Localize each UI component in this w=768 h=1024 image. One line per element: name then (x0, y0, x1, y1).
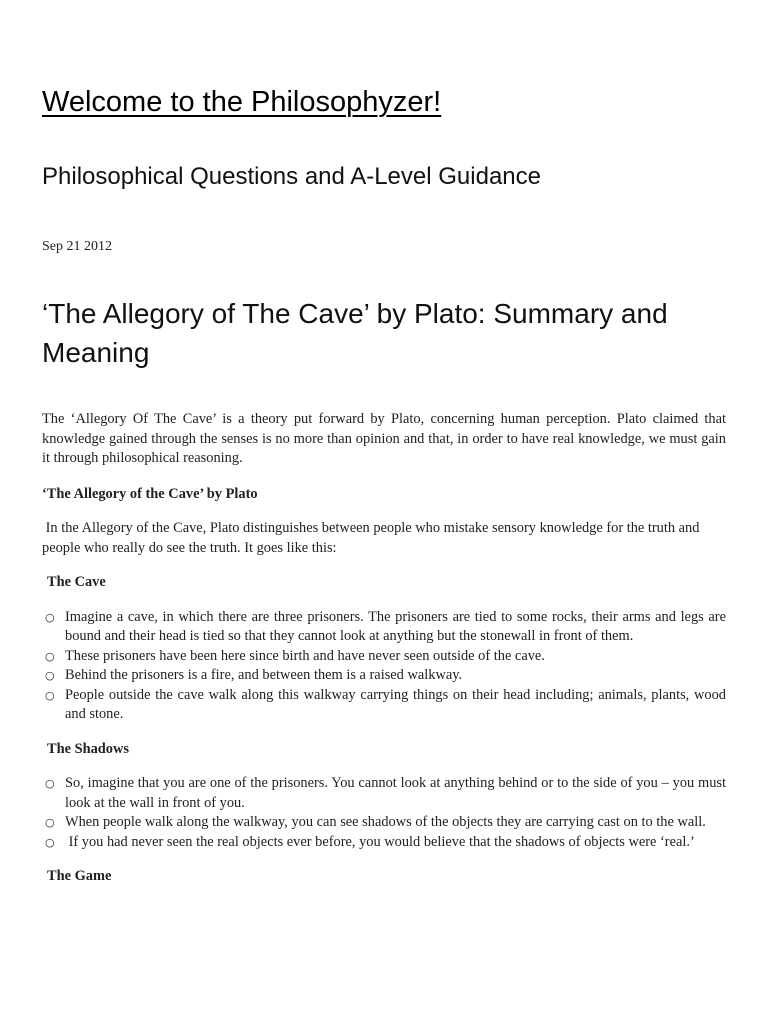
list-item-text: When people walk along the walkway, you can see shadows of the objects they are carrying cast on to the wall. (65, 814, 706, 830)
list-item (42, 666, 726, 686)
list-item-text: So, imagine that you are one of the prisoners. You cannot look at anything behind or to the side of you – you must look at the wall in front of you. (65, 775, 726, 811)
intro-paragraph: The ‘Allegory Of The Cave’ is a theory put forward by Plato, concerning human perception. Plato claimed that knowledge gained through the senses is no more than opinion and that, in order to have real knowledge, we must gain it through philosophical reasoning. (42, 411, 726, 466)
post-content (42, 410, 726, 887)
list-item-text: These prisoners have been here since birth and have never seen outside of the cave. (65, 647, 545, 664)
list-item (42, 686, 726, 725)
list-item (42, 833, 726, 853)
section-heading-shadows: The Shadows (47, 740, 129, 757)
list-item-text: Imagine a cave, in which there are three prisoners. The prisoners are tied to some rocks, their arms and legs are bound and their head is tied so that they cannot look at anything but the stonewall in front of them. (65, 608, 726, 644)
site-tagline: Philosophical Questions and A-Level Guidance (42, 163, 541, 190)
allegory-paragraph: In the Allegory of the Cave, Plato distinguishes between people who mistake sensory knowledge for the truth and people who really do see the truth. It goes like this: (42, 520, 704, 556)
shadows-list (42, 774, 726, 852)
post-date: Sep 21 2012 (42, 239, 112, 254)
section-heading-game: The Game (47, 868, 112, 884)
list-item-text: People outside the cave walk along this walkway carrying things on their head including; animals, plants, wood and stone. (65, 686, 726, 722)
hollow-circle-icon: ○ (45, 816, 55, 829)
post-title: ‘The Allegory of The Cave’ by Plato: Summary and Meaning (42, 298, 668, 368)
list-item-text: Behind the prisoners is a fire, and between them is a raised walkway. (65, 667, 463, 683)
hollow-circle-icon: ○ (45, 835, 55, 849)
site-title[interactable]: Welcome to the Philosophyzer! (42, 86, 442, 118)
hollow-circle-icon: ○ (45, 649, 55, 663)
list-item (42, 813, 726, 833)
hollow-circle-icon: ○ (45, 777, 55, 790)
list-item (42, 608, 726, 647)
hollow-circle-icon: ○ (45, 688, 55, 702)
hollow-circle-icon: ○ (45, 610, 55, 624)
cave-list (42, 608, 726, 725)
list-item (42, 774, 726, 813)
section-heading-cave: The Cave (47, 574, 106, 590)
allegory-heading: ‘The Allegory of the Cave’ by Plato (42, 485, 258, 502)
hollow-circle-icon: ○ (45, 669, 55, 682)
list-item (42, 647, 726, 667)
list-item-text: If you had never seen the real objects ever before, you would believe that the shadows of objects were ‘real.’ (65, 833, 695, 850)
